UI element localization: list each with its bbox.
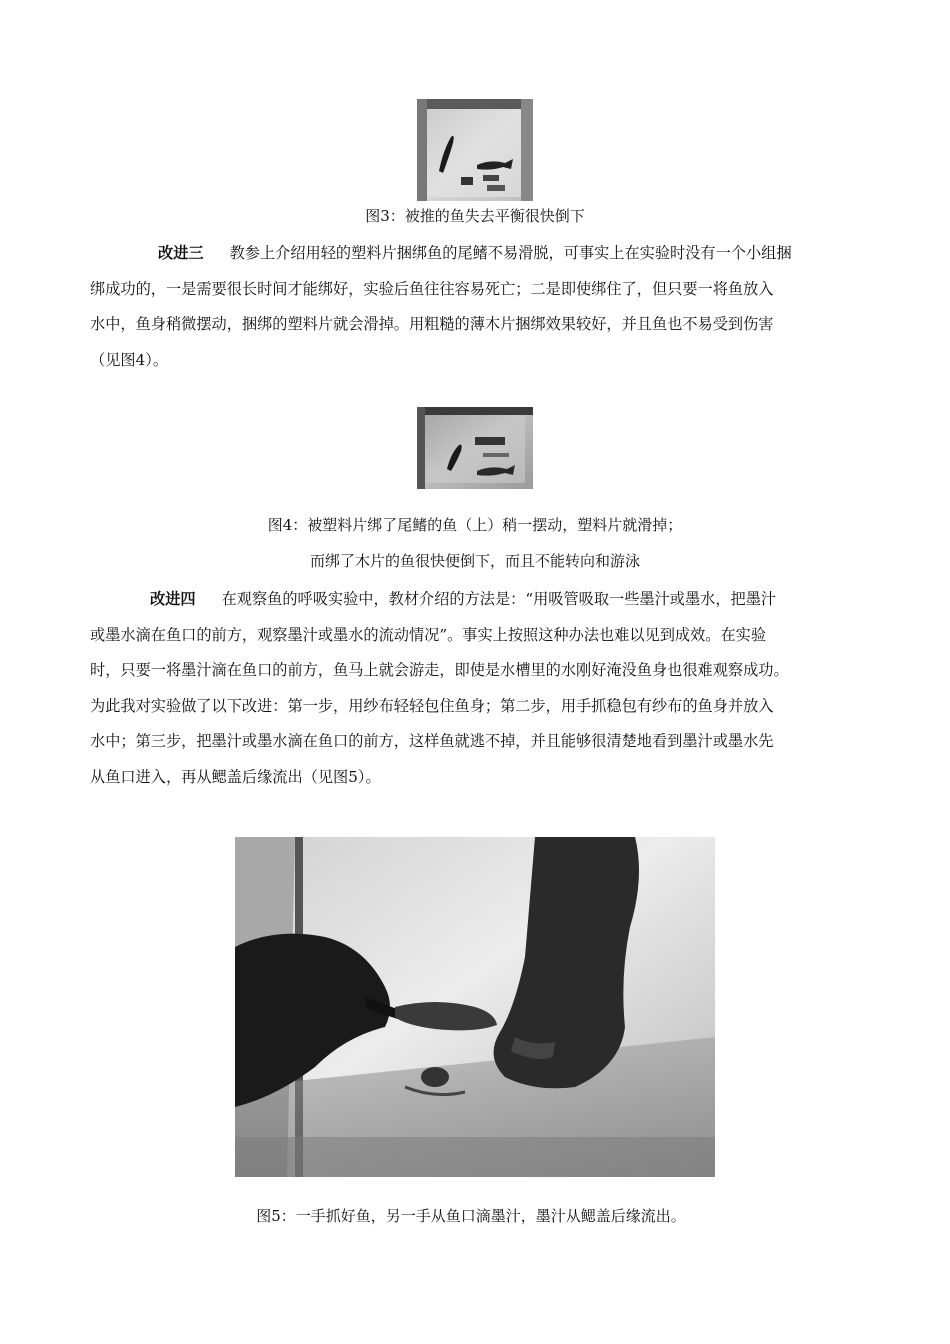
section-3-line-1: 教参上介绍用轻的塑料片捆绑鱼的尾鳍不易滑脱，可事实上在实验时没有一个小组捆: [229, 244, 792, 262]
paragraph-line: [90, 236, 860, 272]
section-3-heading: 改进三: [158, 244, 204, 262]
section-4-line-6: 从鱼口进入，再从鳃盖后缘流出（见图5）。: [90, 767, 381, 786]
section-4-line-3: 时，只要一将墨汁滴在鱼口的前方，鱼马上就会游走，即使是水槽里的水刚好淹没鱼身也很难观察成功。: [90, 661, 789, 679]
section-3-paragraph: [90, 236, 860, 378]
section-4-line-4: 为此我对实验做了以下改进：第一步，用纱布轻轻包住鱼身；第二步，用手抓稳包有纱布的鱼身并放入: [90, 696, 774, 715]
figure-4-photo: [417, 407, 533, 489]
section-4-heading: 改进四: [150, 590, 196, 608]
figure-4-caption-line-2: 而绑了木片的鱼很快便倒下，而且不能转向和游泳: [309, 552, 640, 570]
section-4-paragraph: [90, 582, 860, 795]
paragraph-line: [90, 582, 860, 618]
figure-3-caption: 图3：被推的鱼失去平衡很快倒下: [365, 207, 585, 225]
figure-4-caption-line-1: 图4：被塑料片绑了尾鳍的鱼（上）稍一摆动，塑料片就滑掉；: [267, 516, 683, 534]
figure-5-photo: [235, 837, 715, 1177]
section-3-line-3: 水中，鱼身稍微摆动，捆绑的塑料片就会滑掉。用粗糙的薄木片捆绑效果较好，并且鱼也不易受到伤害: [90, 315, 774, 333]
section-4-line-1: 在观察鱼的呼吸实验中，教材介绍的方法是：“用吸管吸取一些墨汁或墨水，把墨汁: [221, 590, 777, 608]
figure-5-caption: 图5：一手抓好鱼，另一手从鱼口滴墨汁，墨汁从鳃盖后缘流出。: [256, 1207, 686, 1225]
figure-3-photo: [417, 99, 533, 201]
section-4-line-2: 或墨水滴在鱼口的前方，观察墨汁或墨水的流动情况”。事实上按照这种办法也难以见到成效。在实验: [90, 625, 767, 644]
section-4-line-5: 水中；第三步，把墨汁或墨水滴在鱼口的前方，这样鱼就逃不掉，并且能够很清楚地看到墨汁或墨水先: [90, 732, 774, 750]
section-3-line-2: 绑成功的，一是需要很长时间才能绑好，实验后鱼往往容易死亡；二是即使绑住了，但只要一将鱼放入: [90, 279, 774, 298]
section-3-line-4: （见图4）。: [90, 350, 169, 369]
